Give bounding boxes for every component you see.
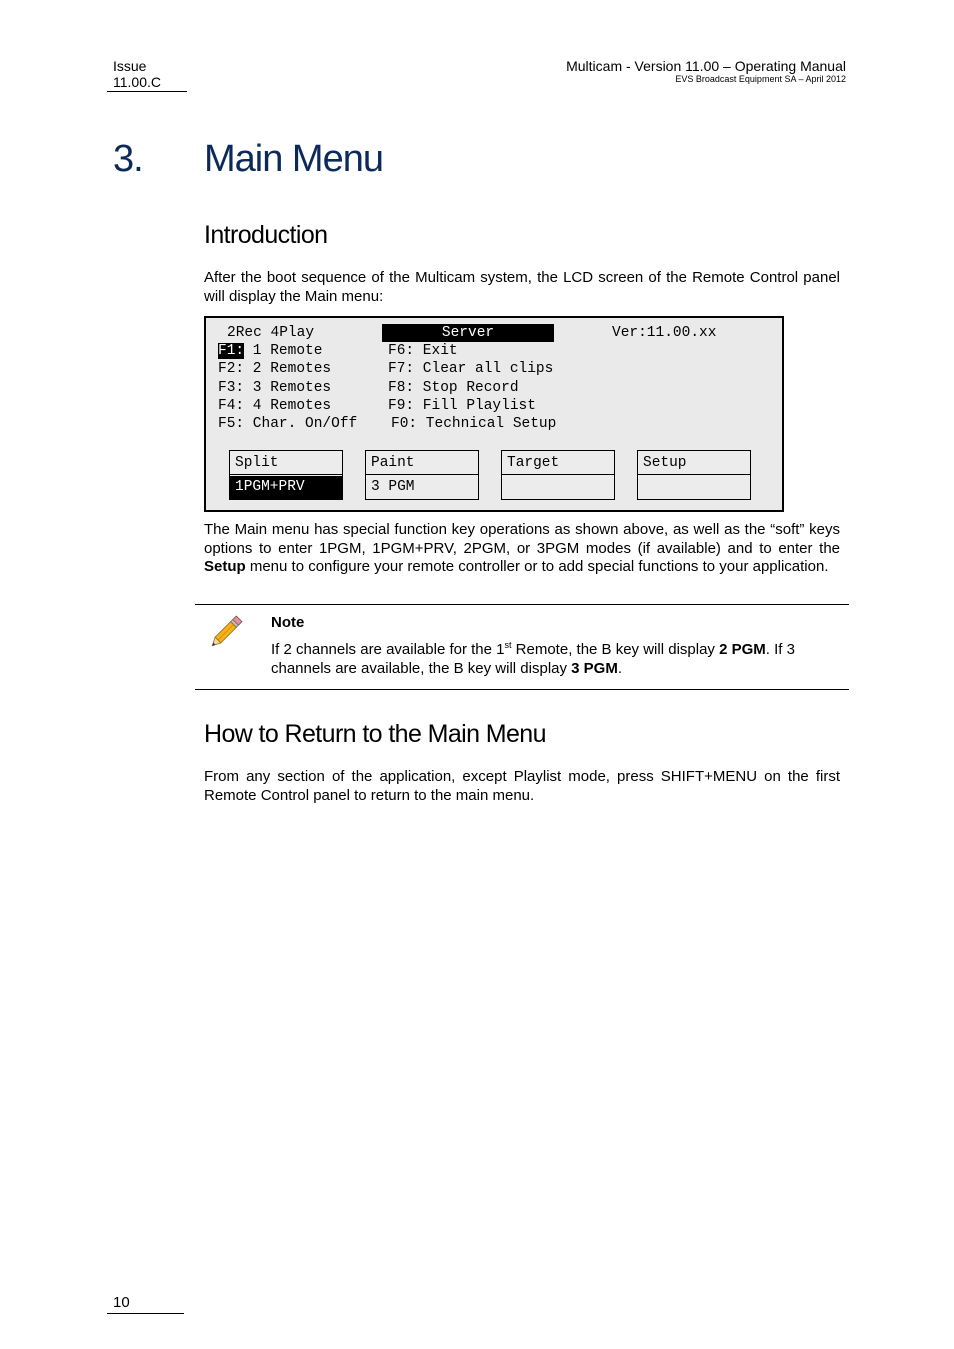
- note-bottom-rule: [195, 689, 849, 690]
- lcd-server-bar: Server: [382, 324, 554, 342]
- lcd-f2: F2: 2 Remotes: [218, 361, 332, 377]
- softkey-label: Target: [502, 451, 614, 475]
- lcd-f7: F7: Clear all clips: [388, 361, 554, 377]
- softkey-setup: [637, 450, 751, 500]
- lcd-f6: F6: Exit: [388, 343, 458, 359]
- softkey-paint: [365, 450, 479, 500]
- softkey-value: [638, 476, 750, 499]
- chapter-title: Main Menu: [204, 138, 383, 180]
- issue-label: Issue: [113, 58, 147, 74]
- pencil-icon: [204, 612, 246, 654]
- softkey-split: [229, 450, 343, 500]
- lcd-f1-key: F1:: [218, 343, 245, 359]
- main-menu-description: [204, 521, 840, 577]
- lcd-f1: [218, 342, 322, 360]
- note-top-rule: [195, 604, 849, 605]
- note-text-part: . If 3 channels are available, the B key will display: [271, 641, 795, 677]
- setup-emphasis: Setup: [204, 558, 246, 575]
- lcd-f5: F5: Char. On/Off: [218, 416, 358, 432]
- footer-rule: [107, 1313, 184, 1314]
- issue-block: [113, 58, 161, 90]
- lcd-f9: F9: Fill Playlist: [388, 398, 536, 414]
- description-text: The Main menu has special function key operations as shown above, as well as the “soft” keys options to enter 1PGM, 1PGM+PRV, 2PGM, or 3PGM modes (if available) and to enter the: [204, 521, 840, 557]
- softkey-label: Paint: [366, 451, 478, 475]
- note-text: [271, 640, 840, 678]
- note-bold: 3 PGM: [571, 660, 618, 677]
- softkey-target: [501, 450, 615, 500]
- lcd-f8: F8: Stop Record: [388, 380, 519, 396]
- lcd-status: 2Rec 4Play: [227, 325, 315, 341]
- intro-paragraph: After the boot sequence of the Multicam system, the LCD screen of the Remote Control panel will display the Main menu:: [204, 269, 840, 305]
- lcd-f3: F3: 3 Remotes: [218, 380, 332, 396]
- return-heading: How to Return to the Main Menu: [204, 720, 546, 748]
- note-text-part: Remote, the B key will display: [511, 641, 720, 658]
- lcd-f1-label: 1 Remote: [244, 343, 323, 359]
- note-bold: 2 PGM: [719, 641, 766, 658]
- publisher: EVS Broadcast Equipment SA – April 2012: [675, 74, 846, 84]
- note-label: Note: [271, 614, 305, 631]
- chapter-number: 3.: [113, 138, 143, 180]
- lcd-f4: F4: 4 Remotes: [218, 398, 332, 414]
- softkey-label: Split: [230, 451, 342, 475]
- page-number: 10: [113, 1294, 130, 1311]
- lcd-screen: [204, 316, 784, 512]
- issue-number: 11.00.C: [113, 74, 161, 90]
- manual-title: Multicam - Version 11.00 – Operating Manual: [566, 58, 846, 74]
- manual-title-block: [566, 58, 846, 85]
- note-superscript: st: [504, 640, 512, 650]
- softkey-value: [502, 476, 614, 499]
- note-text-part: If 2 channels are available for the 1: [271, 641, 505, 658]
- softkey-label: Setup: [638, 451, 750, 475]
- header-rule: [107, 91, 187, 92]
- lcd-f0: F0: Technical Setup: [391, 416, 557, 432]
- softkey-value: 3 PGM: [371, 479, 415, 495]
- lcd-version: Ver:11.00.xx: [612, 325, 717, 341]
- description-text-end: menu to configure your remote controller or to add special functions to your application.: [245, 558, 829, 575]
- note-text-part: .: [617, 660, 623, 677]
- introduction-heading: Introduction: [204, 221, 328, 249]
- softkey-value: 1PGM+PRV: [230, 476, 342, 499]
- return-paragraph: From any section of the application, except Playlist mode, press SHIFT+MENU on the first Remote Control panel to return to the main menu.: [204, 768, 840, 804]
